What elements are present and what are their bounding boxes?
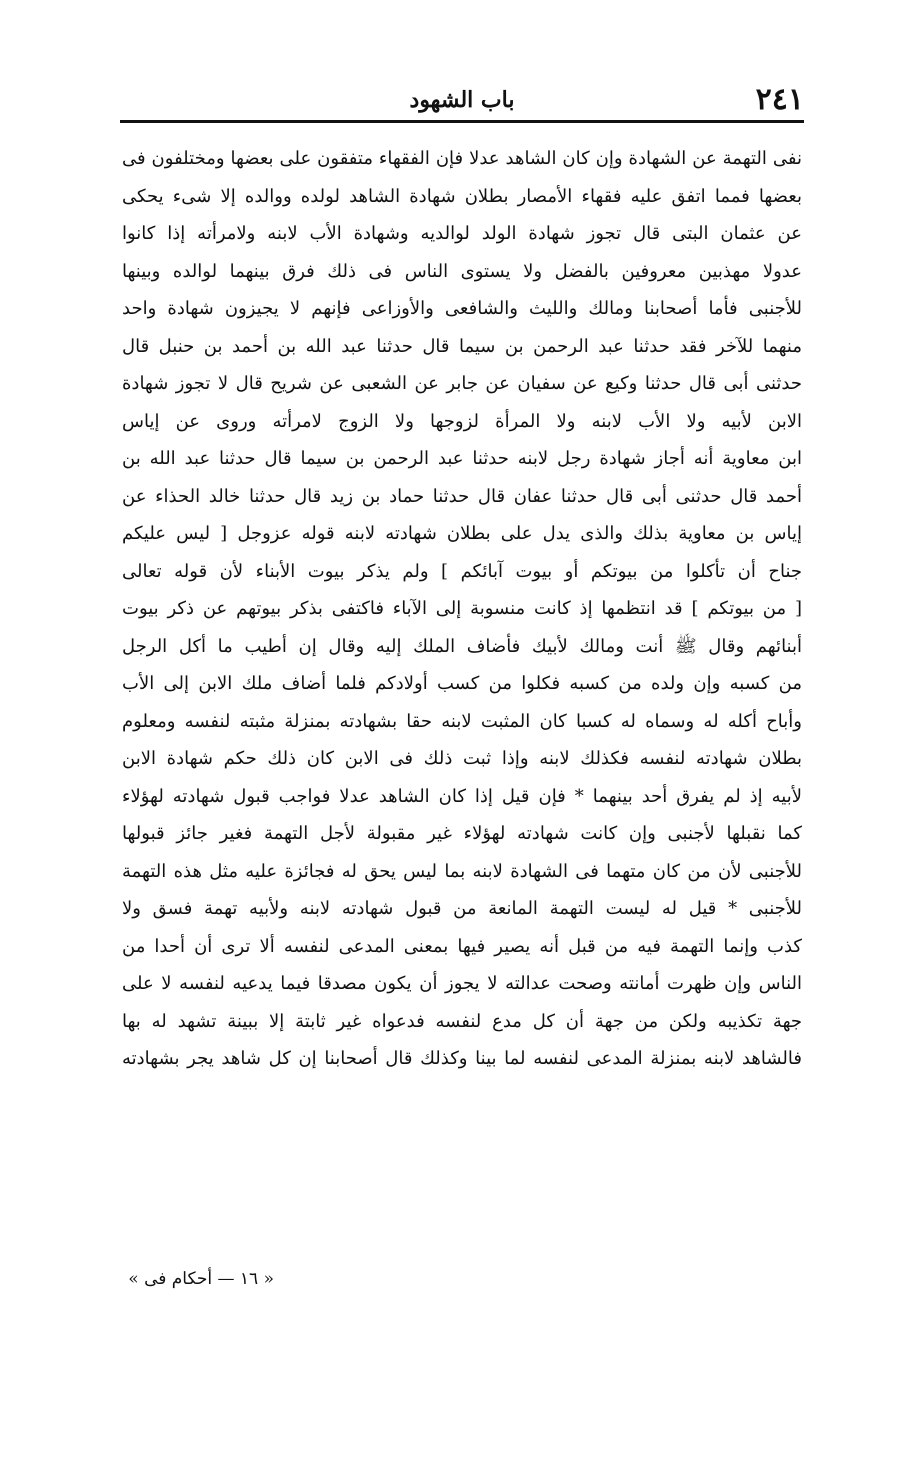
text-line: لأبيه إذ لم يفرق أحد بينهما * فإن قيل إذا كان الشاهد عدلا فواجب قبول شهادته لهؤلاء — [122, 785, 802, 807]
text-line: منهما للآخر فقد حدثنا عبد الرحمن بن سيما قال حدثنا عبد الله بن أحمد بن حنبل قال — [122, 335, 802, 357]
text-line: نفى التهمة عن الشهادة وإن كان الشاهد عدلا فإن الفقهاء متفقون على بعضها ومختلفون فى — [122, 148, 802, 169]
text-line: كذب وإنما التهمة فيه من قبل أنه يصير فيها بمعنى المدعى لنفسه ألا ترى أن أحدا من — [122, 935, 802, 957]
text-line: من كسبه وإن ولده من كسبه فكلوا من كسب أولادكم فلما أضاف ملك الابن إلى الأب — [122, 673, 802, 694]
text-line: وأباح أكله له وسماه له كسبا كان المثبت لابنه حقا بشهادته بمنزلة مثبته لنفسه ومعلوم — [122, 710, 802, 732]
text-line: [ من بيوتكم ] قد انتظمها إذ كانت منسوبة إلى الآباء فاكتفى بذكر بيوتهم عن ذكر بيوت — [122, 598, 802, 619]
text-line: حدثنى أبى قال حدثنا وكيع عن سفيان عن جابر عن الشعبى عن شريح قال لا تجوز شهادة — [122, 373, 802, 394]
signature-mark: « ١٦ — أحكام فى » — [128, 1269, 274, 1289]
page-header — [120, 80, 804, 120]
text-line: أبنائهم وقال ﷺ أنت ومالك لأبيك فأضاف الملك إليه وقال إن أطيب ما أكل الرجل — [122, 635, 802, 657]
text-line: بطلان شهادته لنفسه فكذلك لابنه وإذا ثبت ذلك فى الابن كان ذلك حكم شهادة الابن — [122, 748, 802, 769]
text-line: عدولا مهذبين معروفين بالفضل ولا يستوى الناس فى ذلك فرق بينهما لوالده وبينها — [122, 260, 802, 282]
text-line: ابن معاوية أنه أجاز شهادة رجل لابنه حدثنا عبد الرحمن بن سيما قال حدثنا عبد الله بن — [122, 448, 802, 469]
text-line: جهة تكذيبه ولكن من جهة أن كل مدع لنفسه فدعواه غير ثابتة إلا ببينة تشهد له بها — [122, 1010, 802, 1032]
text-line: للأجنبى لأن من كان متهما فى الشهادة لابنه بما ليس يحق له فجائزة عليه مثل هذه التهمة — [122, 860, 802, 882]
page-number: ٢٤١ — [755, 82, 804, 117]
text-line: للأجنبى فأما أصحابنا ومالك والليث والشافعى والأوزاعى فإنهم لا يجيزون شهادة واحد — [122, 298, 802, 319]
text-line: كما نقبلها لأجنبى وإن كانت شهادته لهؤلاء غير مقبولة لأجل التهمة فغير جائز قبولها — [122, 823, 802, 844]
text-line: الابن لأبيه ولا الأب لابنه ولا المرأة لزوجها ولا الزوج لامرأته وروى عن إياس — [122, 410, 802, 432]
text-line: بعضها فمما اتفق عليه فقهاء الأمصار بطلان شهادة الشاهد لولده ووالده إلا شىء يحكى — [122, 185, 802, 207]
text-line: جناح أن تأكلوا من بيوتكم أو بيوت آبائكم ] ولم يذكر بيوت الأبناء لأن قوله تعالى — [122, 560, 802, 582]
text-line: فالشاهد لابنه بمنزلة المدعى لنفسه لما بينا وكذلك قال أصحابنا إن كل شاهد يجر بشهادته — [122, 1048, 802, 1069]
text-line: الناس وإن ظهرت أمانته وصحت عدالته لا يجوز أن يكون مصدقا فيما يدعيه لنفسه لا على — [122, 973, 802, 994]
text-line: أحمد قال حدثنى أبى قال حدثنا عفان قال حدثنا حماد بن زيد قال حدثنا خالد الحذاء عن — [122, 485, 802, 507]
header-rule — [120, 120, 804, 123]
text-line: للأجنبى * قيل له ليست التهمة المانعة من قبول شهادته لابنه ولأبيه تهمة فسق ولا — [122, 898, 802, 919]
text-line: إياس بن معاوية بذلك والذى يدل على بطلان شهادته لابنه قوله عزوجل [ ليس عليكم — [122, 523, 802, 544]
running-title: باب الشهود — [409, 87, 515, 113]
text-line: عن عثمان البتى قال تجوز شهادة الولد لوالديه وشهادة الأب لابنه ولامرأته إذا كانوا — [122, 223, 802, 244]
body-text — [122, 140, 802, 1078]
